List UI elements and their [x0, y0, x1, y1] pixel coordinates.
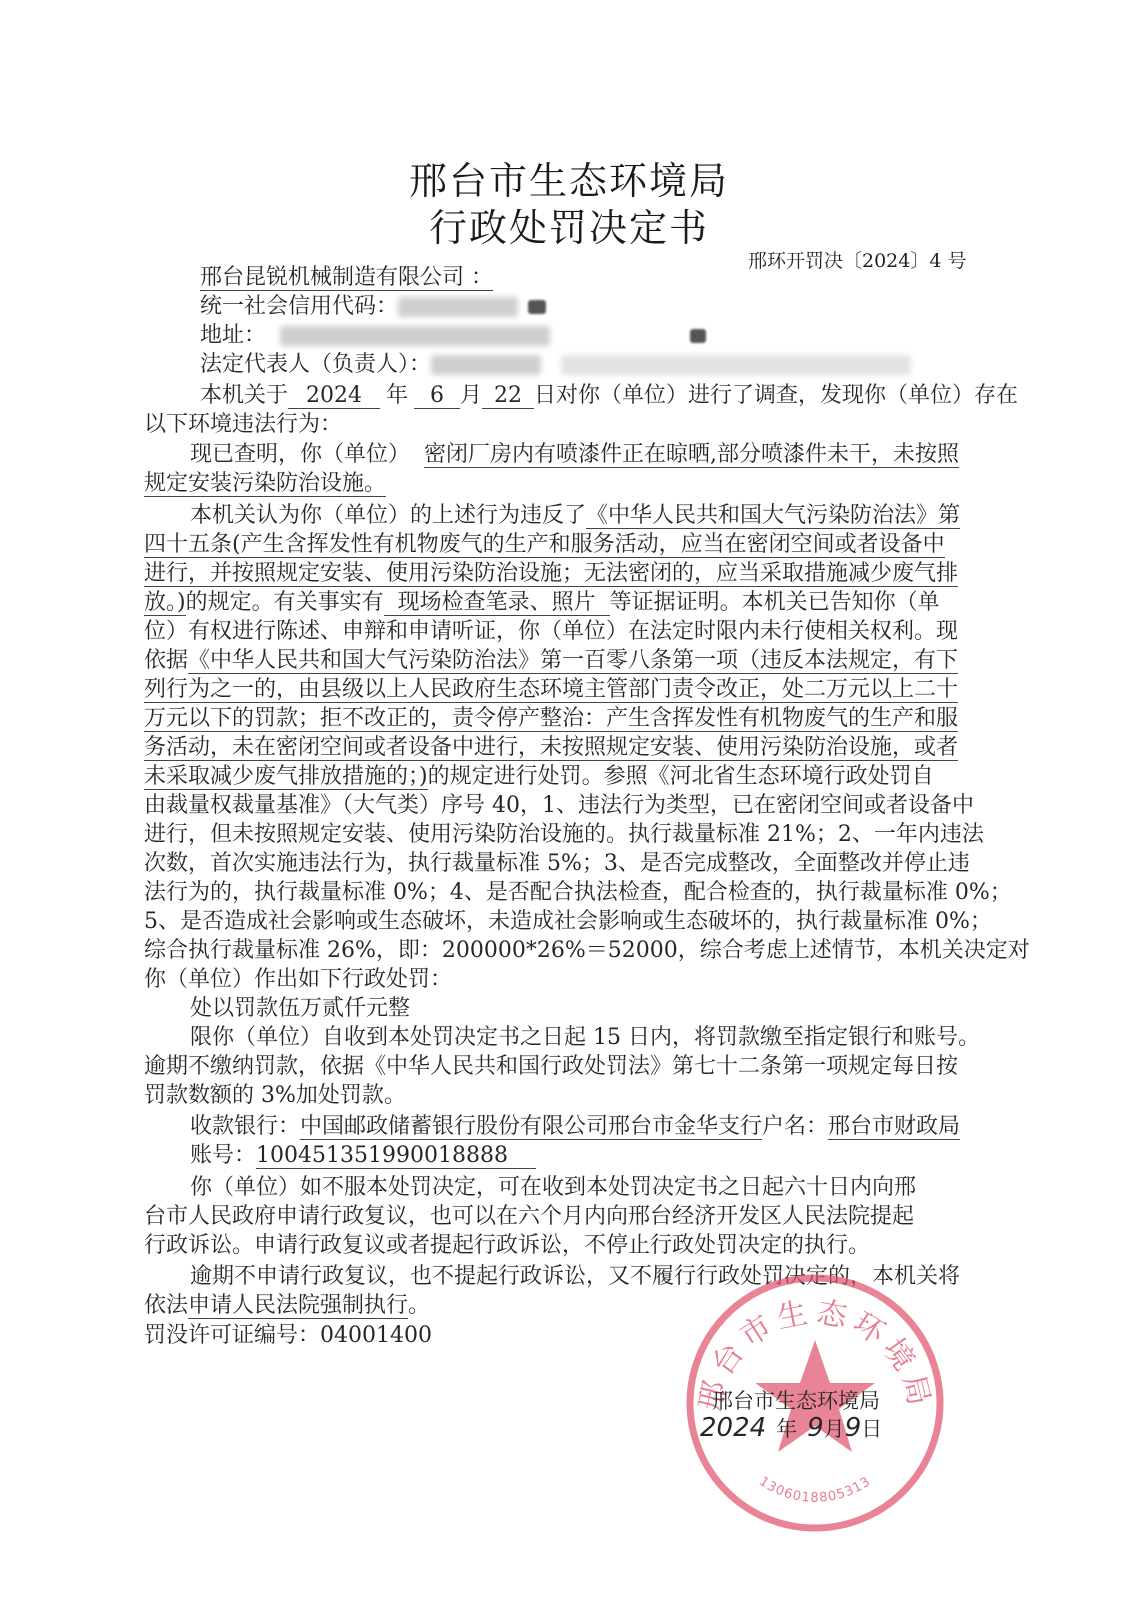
text: 本机关认为你（单位）的上述行为违反了	[190, 503, 587, 528]
penalty-basis: 《中华人民共和国大气污染防治法》第一百零八条第一项（违反本法规定，有下	[188, 648, 959, 673]
address-label: 地址：	[200, 323, 267, 348]
seal-serial: 1306018805313	[756, 1474, 874, 1506]
document-number: 邢环开罚决〔2024〕4 号	[748, 250, 967, 272]
text: 年	[776, 1417, 798, 1441]
body-line-29: 台市人民政府申请行政复议，也可以在六个月内向邢台经济开发区人民法院提起	[144, 1204, 915, 1229]
penalty-basis: 列行为之一的，由县级以上人民政府生态环境主管部门责令改正，处二万元以上二十	[144, 677, 959, 702]
legal-rep-line	[200, 350, 911, 380]
body-line-23: 限你（单位）自收到本处罚决定书之日起 15 日内，将罚款缴至指定银行和账号。	[190, 1025, 980, 1050]
text: 依法	[144, 1293, 189, 1318]
evidence: 现场检查笔录、照片	[384, 590, 610, 616]
text: 日对你（单位）进行了调查，发现你（单位）存在	[534, 383, 1019, 408]
body-line-3	[190, 440, 959, 470]
party-name-line	[200, 263, 493, 293]
body-line-19: 5、是否造成社会影响或生态破坏，未造成社会影响或生态破坏的，执行裁量标准 0%；	[144, 909, 992, 934]
text: 年	[386, 383, 409, 408]
credit-code-line	[200, 292, 546, 322]
redaction-mark	[528, 300, 546, 314]
permit-number: 罚没许可证编号：04001400	[144, 1323, 432, 1348]
body-line-31: 逾期不申请行政复议，也不提起行政诉讼，又不履行行政处罚决定的，本机关将	[190, 1264, 961, 1289]
violated-law: 《中华人民共和国大气污染防治法》第	[586, 503, 961, 528]
investigation-month: 6	[414, 383, 460, 409]
body-line-17: 次数，首次实施违法行为，执行裁量标准 5%；3、是否完成整改，全面整改并停止违	[144, 851, 970, 876]
text: 等证据证明。本机关已告知你（单	[609, 590, 940, 615]
body-line-6	[144, 530, 945, 560]
signing-year: 2024	[700, 1413, 767, 1443]
redacted-detail	[561, 355, 911, 375]
body-line-28: 你（单位）如不服本处罚决定，可在收到本处罚决定书之日起六十日内向邢	[190, 1175, 917, 1200]
violation-finding: 规定安装污染防治设施。	[144, 471, 387, 496]
legal-rep-label: 法定代表人（负责人）：	[200, 352, 432, 377]
body-line-30: 行政诉讼。申请行政复议或者提起行政诉讼，不停止行政处罚决定的执行。	[144, 1233, 871, 1258]
penalty-amount: 处以罚款伍万贰仟元整	[190, 996, 411, 1021]
address-line	[200, 321, 706, 351]
violated-law: 放。)	[144, 590, 186, 615]
body-line-13	[144, 733, 958, 763]
document-type-title: 行政处罚决定书	[428, 206, 709, 250]
investigation-day: 22	[482, 383, 534, 409]
penalty-basis: 万元以下的罚款；拒不改正的，责令停产整治：产生含挥发性有机物废气的生产和服	[144, 706, 959, 731]
body-line-1	[200, 381, 1018, 411]
account-name-label: 户名：	[762, 1114, 829, 1139]
text: 现已查明，你（单位）	[190, 442, 411, 467]
enforcement-clause: 申请人民法院强制执行	[188, 1293, 409, 1318]
redaction-mark	[690, 329, 706, 343]
violated-law: 四十五条(产生含挥发性有机物废气的生产和服务活动，应当在密闭空间或者设备中	[144, 532, 945, 557]
account-name: 邢台市财政局	[828, 1114, 961, 1139]
credit-code-label: 统一社会信用代码：	[200, 294, 399, 319]
text: 的规定。有关事实有	[185, 590, 384, 615]
text: 。	[408, 1293, 431, 1318]
violated-law: 进行，并按照规定安装、使用污染防治设施；无法密闭的，应当采取措施减少废气排	[144, 561, 959, 586]
penalty-basis: 未采取减少废气排放措施的；)	[144, 764, 428, 789]
body-line-10	[144, 646, 958, 676]
body-line-24: 逾期不缴纳罚款，依据《中华人民共和国行政处罚法》第七十二条第一项规定每日按	[144, 1054, 959, 1079]
text: 依据	[144, 648, 189, 673]
party-name: 邢台昆锐机械制造有限公司 ：	[200, 265, 493, 290]
seal-ring-text: 邢台市生态环境局	[692, 1294, 938, 1415]
redacted-credit-code	[398, 297, 518, 317]
account-number: 100451351990018888	[256, 1143, 536, 1169]
signing-date	[700, 1413, 882, 1443]
redacted-address	[280, 326, 550, 346]
body-line-18: 法行为的，执行裁量标准 0%；4、是否配合执法检查，配合检查的，执行裁量标准 0%；	[144, 880, 1012, 905]
body-line-25: 罚款数额的 3%加处罚款。	[144, 1083, 406, 1108]
text: 日	[861, 1417, 883, 1441]
bank-label: 收款银行：	[190, 1114, 301, 1139]
body-line-11	[144, 675, 958, 705]
agency-title: 邢台市生态环境局	[408, 159, 729, 203]
account-number-label: 账号：	[190, 1143, 257, 1168]
body-line-12	[144, 704, 958, 734]
signing-month: 9	[807, 1413, 824, 1443]
violation-finding: 密闭厂房内有喷漆件正在晾晒,部分喷漆件未干，未按照	[424, 442, 960, 467]
bank-name: 中国邮政储蓄银行股份有限公司邢台市金华支行	[300, 1114, 763, 1139]
body-line-32	[144, 1291, 430, 1321]
redacted-legal-rep	[431, 355, 541, 375]
account-line	[190, 1141, 536, 1171]
signing-agency: 邢台市生态环境局	[712, 1389, 880, 1413]
body-line-20: 综合执行裁量标准 26%，即：200000*26%＝52000，综合考虑上述情节，本机关决定对	[144, 938, 1030, 963]
penalty-basis: 务活动，未在密闭空间或者设备中进行，未按照规定安装、使用污染防治设施，或者	[144, 735, 959, 760]
text: 月	[823, 1417, 845, 1441]
body-line-15: 由裁量权裁量基准》（大气类）序号 40，1、违法行为类型，已在密闭空间或者设备中	[144, 793, 974, 818]
text: 本机关于	[200, 383, 289, 408]
text: 的规定进行处罚。参照《河北省生态环境行政处罚自	[427, 764, 934, 789]
body-line-16: 进行，但未按照规定安装、使用污染防治设施的。执行裁量标准 21%；2、一年内违法	[144, 822, 984, 847]
signing-day: 9	[844, 1413, 862, 1443]
body-line-8	[144, 588, 940, 618]
investigation-year: 2024	[288, 383, 380, 409]
body-line-9: 位）有权进行陈述、申辩和申请听证，你（单位）在法定时限内未行使相关权利。现	[144, 619, 959, 644]
body-line-2: 以下环境违法行为：	[144, 412, 343, 437]
body-line-4	[144, 469, 386, 499]
body-line-7	[144, 559, 958, 589]
body-line-14	[144, 762, 934, 792]
bank-line	[190, 1112, 960, 1142]
text: 月	[460, 383, 483, 408]
body-line-5	[190, 501, 960, 531]
body-line-21: 你（单位）作出如下行政处罚：	[144, 967, 453, 992]
